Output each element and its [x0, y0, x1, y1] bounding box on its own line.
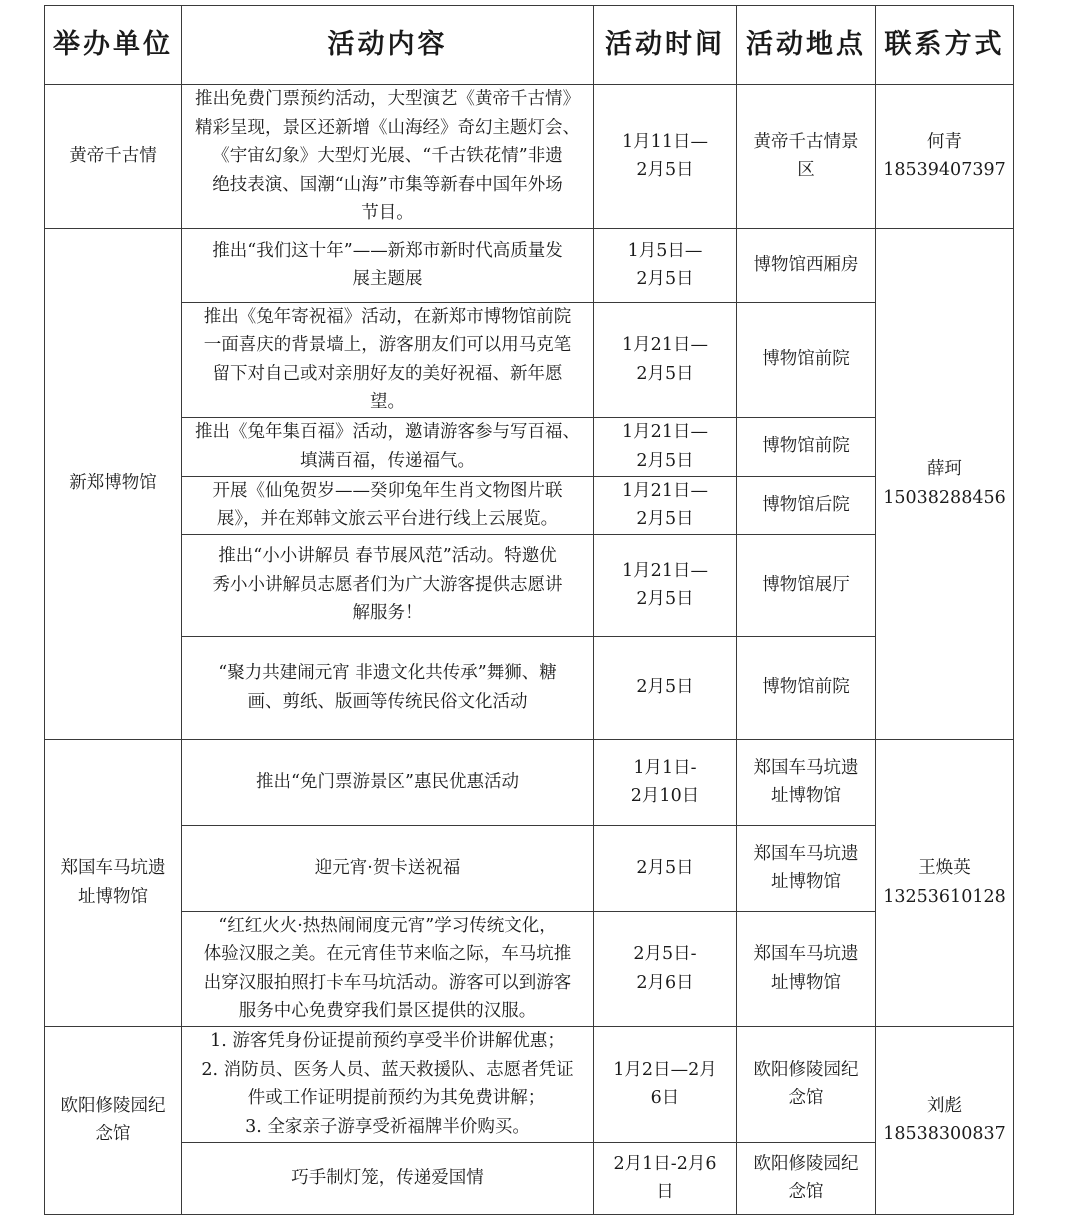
contact-cell — [876, 1026, 1014, 1214]
time-cell — [594, 911, 737, 1026]
time-line: 2月5日 — [636, 160, 694, 181]
time-line: 2月10日 — [630, 786, 700, 806]
contact-cell — [876, 739, 1014, 1026]
content-line: 绝技表演、国潮“山海”市集等新春中国年外场 — [212, 174, 563, 195]
time-line: 6日 — [650, 1088, 680, 1108]
location-line: 区 — [797, 160, 815, 181]
content-line: “红红火火·热热闹闹度元宵”学习传统文化， — [218, 915, 557, 936]
content-cell — [182, 476, 594, 534]
content-line: 开展《仙兔贺岁——癸卯兔年生肖文物图片联 — [212, 480, 563, 501]
time-cell — [594, 1142, 737, 1214]
content-cell — [182, 1026, 594, 1142]
header-row — [45, 6, 1014, 85]
table-row — [45, 911, 1014, 1026]
location-line: 郑国车马坑遗 — [753, 843, 859, 864]
location-line: 念馆 — [788, 1088, 824, 1108]
organizer-cell — [45, 739, 182, 1026]
location-cell — [737, 534, 876, 636]
time-line: 2月1日-2月6 — [613, 1153, 717, 1174]
content-line: 推出《兔年寄祝福》活动，在新郑市博物馆前院 — [203, 306, 572, 327]
content-line: 《宇宙幻象》大型灯光展、“千古铁花情”非遗 — [212, 146, 563, 166]
time-cell — [594, 534, 737, 636]
header-contact: 联系方式 — [876, 6, 1014, 85]
content-line: 迎元宵·贺卡送祝福 — [314, 857, 461, 878]
time-line: 1月2日—2月 — [613, 1059, 717, 1080]
time-line: 2月5日 — [636, 450, 694, 471]
time-line: 2月5日- — [633, 944, 697, 964]
content-line: 展》，并在郑韩文旅云平台进行线上云展览。 — [216, 509, 559, 529]
content-line: 解服务！ — [352, 603, 423, 624]
table-row — [45, 1142, 1014, 1214]
content-line: 留下对自己或对亲朋好友的美好祝福、新年愿 — [212, 363, 563, 384]
header-location: 活动地点 — [737, 6, 876, 85]
time-cell — [594, 302, 737, 417]
content-cell — [182, 739, 594, 825]
location-cell — [737, 417, 876, 476]
content-cell — [182, 417, 594, 476]
table-row — [45, 1026, 1014, 1142]
time-cell — [594, 476, 737, 534]
time-line: 1月21日— — [622, 422, 708, 442]
table-row — [45, 476, 1014, 534]
content-line: 推出“免门票游景区”惠民优惠活动 — [256, 771, 519, 792]
time-line: 1月1日- — [633, 757, 697, 778]
location-cell — [737, 228, 876, 302]
location-line: 博物馆展厅 — [762, 574, 850, 595]
location-cell — [737, 302, 876, 417]
location-cell — [737, 476, 876, 534]
time-line: 日 — [656, 1182, 674, 1202]
content-cell — [182, 85, 594, 229]
time-cell — [594, 636, 737, 739]
organizer-cell — [45, 85, 182, 229]
content-line: 3. 全家亲子游享受祈福牌半价购买。 — [245, 1116, 530, 1137]
time-line: 2月5日 — [636, 677, 694, 698]
content-line: 展主题展 — [352, 269, 423, 289]
content-line: 秀小小讲解员志愿者们为广大游客提供志愿讲 — [212, 574, 563, 595]
location-line: 欧阳修陵园纪 — [753, 1153, 859, 1174]
time-line: 1月21日— — [622, 335, 708, 355]
location-line: 址博物馆 — [771, 786, 841, 806]
time-cell — [594, 825, 737, 911]
contact-phone: 15038288456 — [883, 487, 1006, 508]
organizer-line: 念馆 — [95, 1124, 131, 1144]
contact-name: 王焕英 — [918, 858, 971, 878]
location-cell — [737, 636, 876, 739]
time-line: 2月5日 — [636, 589, 694, 609]
location-line: 址博物馆 — [771, 872, 841, 892]
time-line: 2月5日 — [636, 857, 694, 878]
location-cell — [737, 825, 876, 911]
location-line: 郑国车马坑遗 — [753, 757, 859, 778]
table-row — [45, 85, 1014, 229]
table-row — [45, 636, 1014, 739]
content-cell — [182, 825, 594, 911]
location-line: 博物馆前院 — [762, 436, 850, 457]
organizer-cell — [45, 228, 182, 739]
table-row — [45, 739, 1014, 825]
content-cell — [182, 534, 594, 636]
time-cell — [594, 417, 737, 476]
time-cell — [594, 1026, 737, 1142]
organizer-line: 黄帝千古情 — [69, 146, 157, 166]
location-line: 郑国车马坑遗 — [753, 944, 859, 964]
contact-phone: 13253610128 — [883, 886, 1006, 907]
organizer-line: 欧阳修陵园纪 — [60, 1095, 166, 1116]
content-cell — [182, 302, 594, 417]
content-line: 巧手制灯笼，传递爱国情 — [291, 1167, 484, 1188]
content-line: 出穿汉服拍照打卡车马坑活动。游客可以到游客 — [203, 972, 572, 993]
contact-name: 何青 — [927, 131, 962, 152]
location-line: 博物馆西厢房 — [753, 254, 859, 275]
time-line: 1月5日— — [627, 240, 703, 261]
contact-name: 薛珂 — [927, 459, 962, 479]
content-line: 节目。 — [361, 203, 414, 223]
location-cell — [737, 1026, 876, 1142]
contact-phone: 18539407397 — [883, 160, 1006, 181]
table-row — [45, 302, 1014, 417]
contact-cell — [876, 228, 1014, 739]
location-cell — [737, 739, 876, 825]
header-content: 活动内容 — [182, 6, 594, 85]
header-organizer: 举办单位 — [45, 6, 182, 85]
content-line: 一面喜庆的背景墙上，游客朋友们可以用马克笔 — [203, 335, 572, 355]
content-line: 推出免费门票预约活动，大型演艺《黄帝千古情》 — [195, 89, 580, 109]
time-line: 2月6日 — [636, 972, 694, 993]
location-cell — [737, 911, 876, 1026]
organizer-line: 郑国车马坑遗 — [60, 858, 166, 878]
time-line: 1月11日— — [622, 131, 708, 152]
content-line: 推出“小小讲解员 春节展风范”活动。特邀优 — [218, 546, 557, 567]
content-line: 精彩呈现，景区还新增《山海经》奇幻主题灯会、 — [195, 117, 580, 138]
table-row — [45, 417, 1014, 476]
organizer-line: 址博物馆 — [78, 886, 148, 907]
content-line: 1. 游客凭身份证提前预约享受半价讲解优惠； — [210, 1031, 565, 1051]
organizer-line: 新郑博物馆 — [69, 473, 157, 494]
content-cell — [182, 1142, 594, 1214]
table-row — [45, 825, 1014, 911]
contact-phone: 18538300837 — [883, 1124, 1006, 1144]
location-line: 黄帝千古情景 — [753, 131, 859, 152]
content-line: 服务中心免费穿我们景区提供的汉服。 — [238, 1001, 537, 1021]
time-cell — [594, 739, 737, 825]
content-cell — [182, 228, 594, 302]
organizer-cell — [45, 1026, 182, 1214]
content-line: 推出《兔年集百福》活动，邀请游客参与写百福、 — [195, 422, 580, 442]
contact-name: 刘彪 — [927, 1095, 962, 1116]
table-row — [45, 228, 1014, 302]
time-line: 2月5日 — [636, 269, 694, 289]
time-cell — [594, 85, 737, 229]
location-cell — [737, 85, 876, 229]
content-line: 望。 — [370, 392, 405, 412]
location-line: 博物馆后院 — [762, 494, 850, 515]
time-cell — [594, 228, 737, 302]
content-cell — [182, 911, 594, 1026]
content-line: 推出“我们这十年”——新郑市新时代高质量发 — [212, 240, 563, 261]
location-cell — [737, 1142, 876, 1214]
table-row — [45, 534, 1014, 636]
events-table — [44, 5, 1014, 1215]
header-time: 活动时间 — [594, 6, 737, 85]
content-line: “聚力共建闹元宵 非遗文化共传承”舞狮、糖 — [218, 663, 557, 683]
content-line: 体验汉服之美。在元宵佳节来临之际，车马坑推 — [203, 944, 572, 964]
content-line: 件或工作证明提前预约为其免费讲解； — [247, 1088, 546, 1108]
content-line: 画、剪纸、版画等传统民俗文化活动 — [247, 691, 528, 712]
location-line: 欧阳修陵园纪 — [753, 1059, 859, 1080]
contact-cell — [876, 85, 1014, 229]
time-line: 2月5日 — [636, 363, 694, 384]
content-cell — [182, 636, 594, 739]
location-line: 念馆 — [788, 1182, 824, 1202]
content-line: 2. 消防员、医务人员、蓝天救援队、志愿者凭证 — [201, 1059, 574, 1080]
time-line: 2月5日 — [636, 509, 694, 529]
location-line: 址博物馆 — [771, 972, 841, 993]
time-line: 1月21日— — [622, 480, 708, 501]
location-line: 博物馆前院 — [762, 677, 850, 698]
time-line: 1月21日— — [622, 560, 708, 581]
content-line: 填满百福，传递福气。 — [300, 450, 475, 471]
location-line: 博物馆前院 — [762, 349, 850, 370]
